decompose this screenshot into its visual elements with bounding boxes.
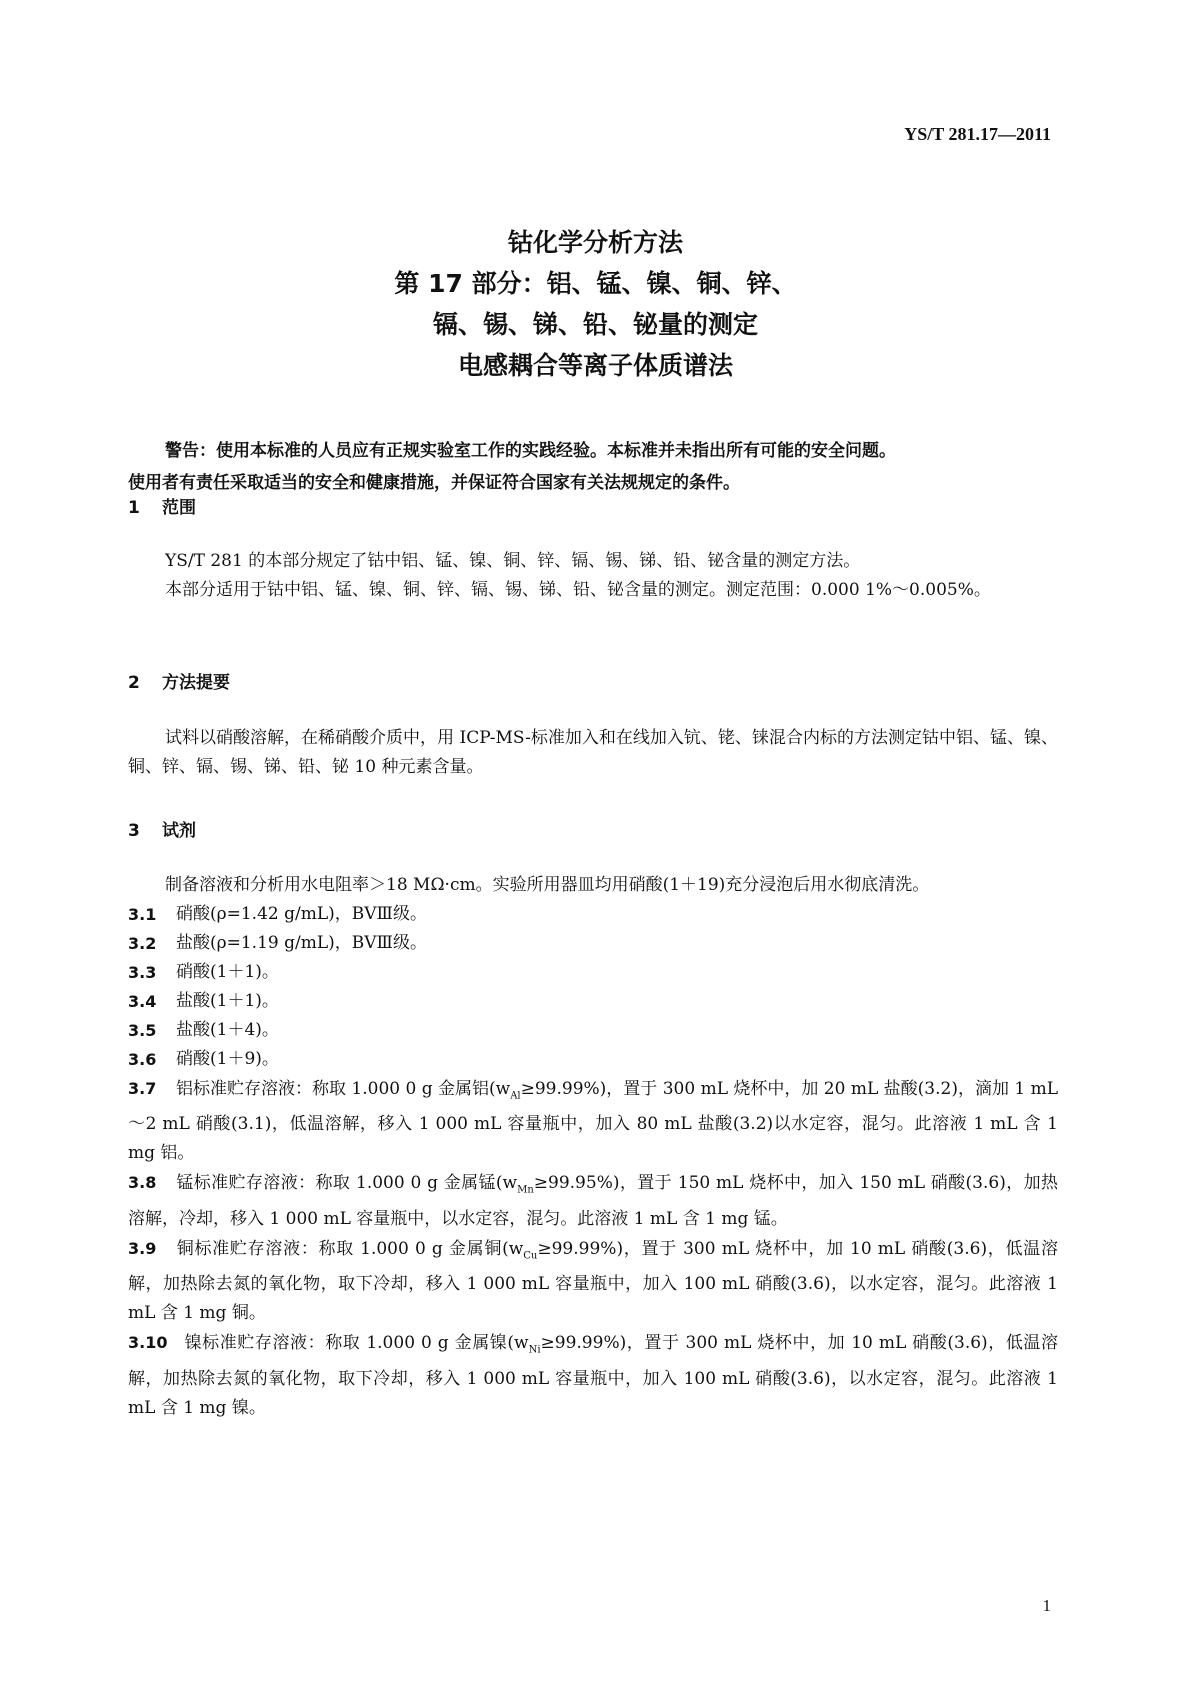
list-item [128, 987, 1058, 1016]
item-text: 硝酸(ρ=1.42 g/mL)，BVⅢ级。 [176, 904, 427, 924]
list-item [128, 958, 1058, 987]
item-number: 3.3 [128, 963, 157, 982]
section-title: 范围 [162, 498, 196, 518]
section-title: 方法提要 [162, 673, 230, 693]
list-item [128, 929, 1058, 958]
item-text: 硝酸(1＋9)。 [176, 1049, 279, 1069]
standard-code: YS/T 281.17—2011 [904, 124, 1051, 144]
item-text-cont: ≥99.95%)，置于 150 mL 烧杯中，加入 150 mL 硝酸(3.6)，加热溶解，冷却，移入 1 000 mL 容量瓶中，以水定容，混匀。此溶液 1 mL 含 1 mg 锰。 [128, 1173, 1058, 1229]
section-3-heading [128, 816, 196, 841]
list-item [128, 1328, 1058, 1422]
section-number: 1 [128, 498, 140, 518]
title-line-3: 镉、锡、锑、铅、铋量的测定 [432, 310, 758, 339]
title-line-2: 第 17 部分：铝、锰、镍、铜、锌、 [394, 269, 797, 298]
paragraph: 制备溶液和分析用水电阻率＞18 MΩ·cm。实验所用器皿均用硝酸(1＋19)充分浸泡后用水彻底清洗。 [165, 875, 930, 895]
section-number: 3 [128, 821, 140, 841]
item-number: 3.9 [128, 1238, 157, 1258]
item-text: 镍标准贮存溶液：称取 1.000 0 g 金属镍(w [184, 1333, 529, 1354]
item-number: 3.4 [128, 992, 157, 1011]
paragraph: 试料以硝酸溶解，在稀硝酸介质中，用 ICP-MS-标准加入和在线加入钪、铑、铼混合内标的方法测定钴中铝、锰、镍、铜、锌、镉、锡、锑、铅、铋 10 种元素含量。 [128, 728, 1058, 777]
list-item [128, 900, 1058, 929]
item-number: 3.7 [128, 1079, 157, 1098]
subscript: Mn [517, 1184, 534, 1196]
item-text: 盐酸(1＋4)。 [176, 1020, 279, 1040]
item-text-cont: ≥99.99%)，置于 300 mL 烧杯中，加 10 mL 硝酸(3.6)，低温溶解，加热除去氮的氧化物，取下冷却，移入 1 000 mL 容量瓶中，加入 100 mL 硝酸(3.6)，以水定容，混匀。此溶液 1 mL 含 1 mg 铜。 [128, 1238, 1058, 1324]
item-text-cont: ≥99.99%)，置于 300 mL 烧杯中，加 10 mL 硝酸(3.6)，低温溶解，加热除去氮的氧化物，取下冷却，移入 1 000 mL 容量瓶中，加入 100 mL 硝酸(3.6)，以水定容，混匀。此溶液 1 mL 含 1 mg 镍。 [128, 1333, 1058, 1418]
paragraph: YS/T 281 的本部分规定了钴中铝、锰、镍、铜、锌、镉、锡、锑、铅、铋含量的测定方法。 [165, 551, 861, 571]
section-number: 2 [128, 673, 140, 693]
item-number: 3.8 [128, 1173, 157, 1193]
warning-line-1: 警告：使用本标准的人员应有正规实验室工作的实践经验。本标准并未指出所有可能的安全问题。 [165, 441, 896, 461]
subscript: Ni [528, 1344, 541, 1356]
section-2-body [128, 724, 1058, 782]
list-item [128, 1074, 1058, 1168]
section-1-heading [128, 493, 196, 518]
item-text: 盐酸(ρ=1.19 g/mL)，BVⅢ级。 [176, 933, 427, 953]
section-3-body [128, 871, 1058, 1423]
warning-line-2: 使用者有责任采取适当的安全和健康措施，并保证符合国家有关法规规定的条件。 [128, 473, 740, 493]
item-text-cont: ≥99.99%)，置于 300 mL 烧杯中，加 20 mL 盐酸(3.2)，滴加 1 mL～2 mL 硝酸(3.1)，低温溶解，移入 1 000 mL 容量瓶中，加入 80 mL 盐酸(3.2)以水定容，混匀。此溶液 1 mL 含 1 mg 铝。 [128, 1079, 1058, 1164]
item-number: 3.1 [128, 905, 157, 924]
warning-notice [128, 435, 1058, 499]
paragraph: 本部分适用于钴中铝、锰、镍、铜、锌、镉、锡、锑、铅、铋含量的测定。测定范围：0.000 1%～0.005%。 [165, 580, 991, 600]
item-text: 锰标准贮存溶液：称取 1.000 0 g 金属锰(w [176, 1173, 518, 1194]
item-text: 盐酸(1＋1)。 [176, 991, 279, 1011]
subscript: Cu [523, 1250, 538, 1262]
section-title: 试剂 [162, 821, 196, 841]
section-2-heading [128, 668, 230, 693]
item-number: 3.6 [128, 1050, 157, 1069]
subscript: Al [510, 1090, 521, 1102]
item-text: 硝酸(1＋1)。 [176, 962, 279, 982]
item-number: 3.5 [128, 1021, 157, 1040]
title-line-1: 钴化学分析方法 [507, 228, 683, 257]
page-number: 1 [1042, 1596, 1051, 1615]
list-item [128, 1168, 1058, 1233]
section-1-body [128, 547, 1058, 605]
title-line-4: 电感耦合等离子体质谱法 [457, 351, 733, 380]
document-title [0, 222, 1191, 386]
list-item [128, 1016, 1058, 1045]
item-number: 3.10 [128, 1333, 168, 1353]
list-item [128, 1234, 1058, 1328]
item-number: 3.2 [128, 934, 157, 953]
item-text: 铝标准贮存溶液：称取 1.000 0 g 金属铝(w [176, 1079, 511, 1099]
list-item [128, 1045, 1058, 1074]
item-text: 铜标准贮存溶液：称取 1.000 0 g 金属铜(w [176, 1238, 524, 1259]
